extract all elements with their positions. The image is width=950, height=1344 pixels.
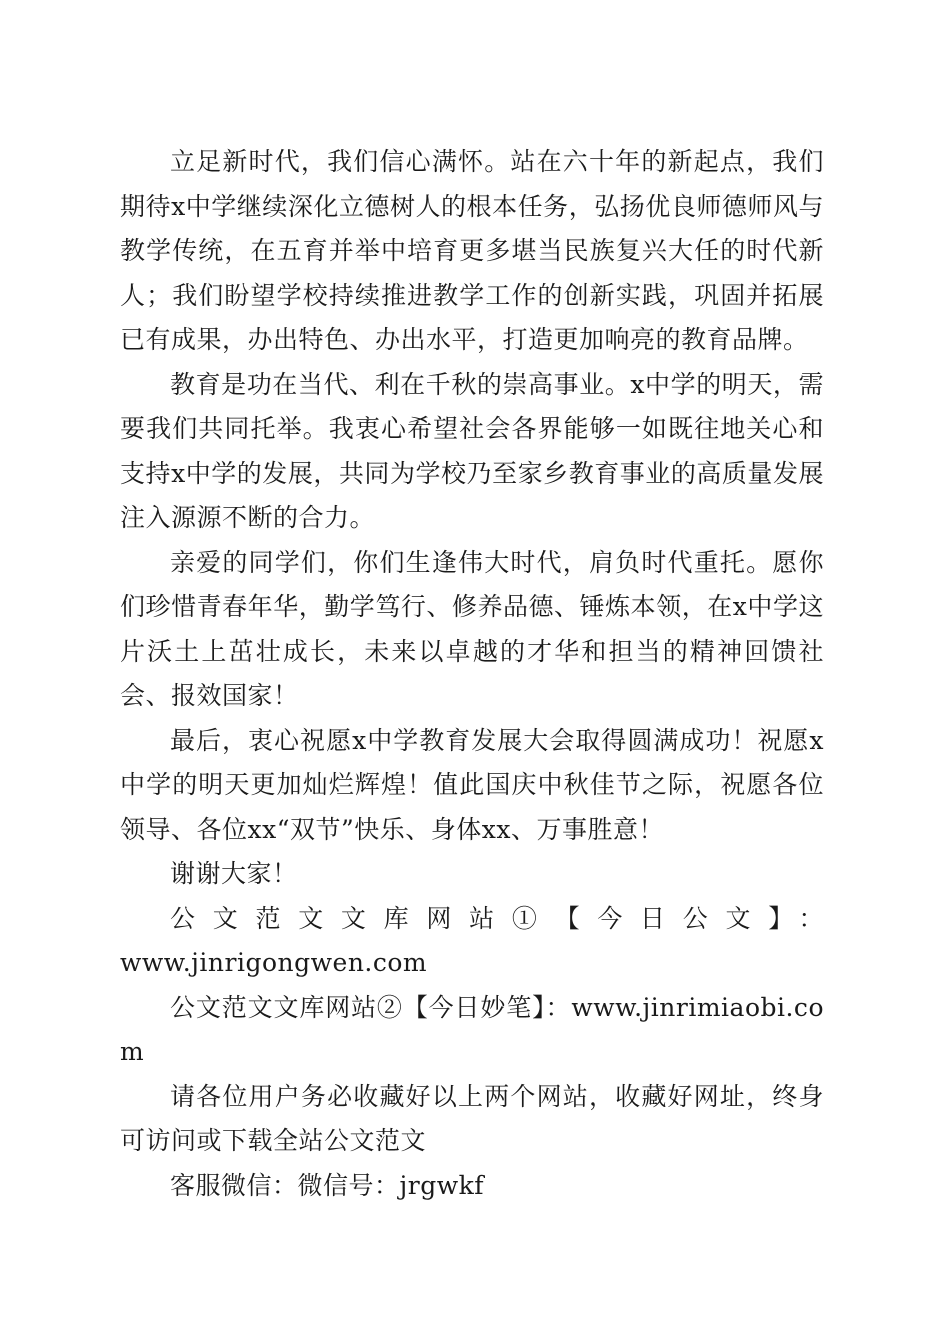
paragraph-students: 亲爱的同学们，你们生逢伟大时代，肩负时代重托。愿你们珍惜青春年华，勤学笃行、修养品德、锤炼本领，在x中学这片沃土上茁壮成长，未来以卓越的才华和担当的精神回馈社会、报效国家！ bbox=[120, 547, 824, 710]
paragraph-closing-wishes: 最后，衷心祝愿x中学教育发展大会取得圆满成功！祝愿x中学的明天更加灿烂辉煌！值此国庆中秋佳节之际，祝愿各位领导、各位xx“双节”快乐、身体xx、万事胜意！ bbox=[120, 725, 824, 844]
footer-site1 bbox=[120, 897, 824, 942]
footer-reminder: 请各位用户务必收藏好以上两个网站，收藏好网址，终身可访问或下载全站公文范文 bbox=[120, 1081, 824, 1155]
document-body bbox=[120, 140, 824, 1208]
footer-site1-url[interactable]: www.jinrigongwen.com bbox=[120, 948, 428, 977]
paragraph-new-era: 立足新时代，我们信心满怀。站在六十年的新起点，我们期待x中学继续深化立德树人的根本任务，弘扬优良师德师风与教学传统，在五育并举中培育更多堪当民族复兴大任的时代新人；我们盼望学校持续推进教学工作的创新实践，巩固并拓展已有成果，办出特色、办出水平，打造更加响亮的教育品牌。 bbox=[120, 147, 824, 354]
footer-site1-url-line bbox=[120, 941, 824, 986]
paragraph-education-cause: 教育是功在当代、利在千秋的崇高事业。x中学的明天，需要我们共同托举。我衷心希望社会各界能够一如既往地关心和支持x中学的发展，共同为学校乃至家乡教育事业的高质量发展注入源源不断的合力。 bbox=[120, 369, 824, 532]
footer-contact: 客服微信：微信号：jrgwkf bbox=[170, 1170, 485, 1200]
paragraph-thanks: 谢谢大家！ bbox=[170, 859, 298, 888]
footer-site2: 公文范文文库网站②【今日妙笔】：www.jinrimiaobi.com bbox=[120, 992, 824, 1066]
footer-site1-label: 公文范文文库网站①【今日公文】： bbox=[170, 903, 824, 933]
